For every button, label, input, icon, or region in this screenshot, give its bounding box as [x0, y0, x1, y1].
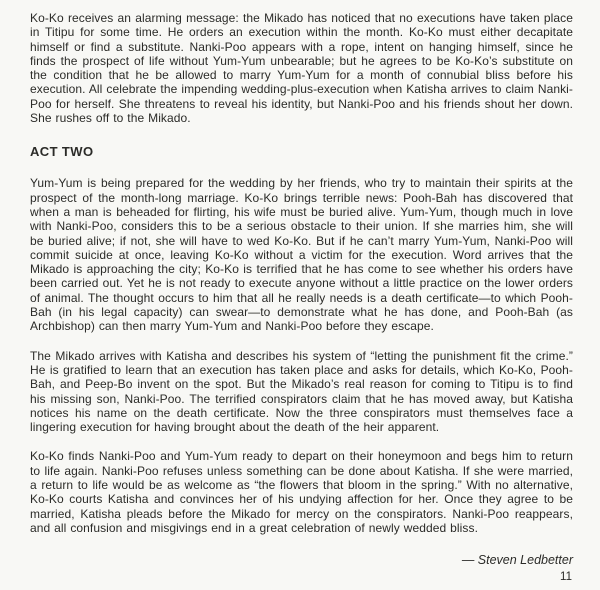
synopsis-paragraph-act-two-2: The Mikado arrives with Katisha and describes his system of “letting the punishment fit the crime.” He is gratified to learn that an execution has taken place and asks for details, which Ko-Ko, Pooh-Bah, and Peep-Bo invent on the spot. But the Mikado’s real reason for coming to Titipu is to find his missing son, Nanki-Poo. The terrified conspirators claim that he has moved away, but Katisha notices his name on the death certificate. Now the three conspirators must themselves face a lingering execution for having brought about the death of the heir apparent.: [30, 348, 573, 435]
author-attribution: — Steven Ledbetter: [461, 553, 573, 568]
page-number: 11: [560, 571, 572, 584]
synopsis-paragraph-act-two-1: Yum-Yum is being prepared for the wedding by her friends, who try to maintain their spirits at the prospect of the month-long marriage. Ko-Ko brings terrible news: Pooh-Bah has discovered that when a man is beheaded for flirting, his wife must be buried alive. Yum-Yum, though much in love with Nanki-Poo, considers this to be a serious obstacle to their union. If she marries him, she will be buried alive; if not, she will have to wed Ko-Ko. But if he can’t marry Yum-Yum, Nanki-Poo will commit suicide at once, leaving Ko-Ko without a victim for the execution. Word arrives that the Mikado is approaching the city; Ko-Ko is terrified that he has come to see whether his orders have been carried out. Yet he is not ready to execute anyone without a little practice on the lower orders of animal. The thought occurs to him that all he really needs is a death certificate—to which Pooh-Bah (in his legal capacity) can swear—to demonstrate what he has done, and Pooh-Bah (as Archbishop) can then marry Yum-Yum and Nanki-Poo before they escape.: [30, 176, 573, 334]
synopsis-paragraph-act-one-conclusion: Ko-Ko receives an alarming message: the Mikado has noticed that no executions have taken place in Titipu for some time. He orders an execution within the month. Ko-Ko must either decapitate himself or find a substitute. Nanki-Poo appears with a rope, intent on hanging himself, since he finds the prospect of life without Yum-Yum unbearable; but he agrees to be Ko-Ko’s substitute on the condition that he be allowed to marry Yum-Yum for a month of connubial bliss before his execution. All celebrate the impending wedding-plus-execution when Katisha arrives to claim Nanki-Poo for herself. She threatens to reveal his identity, but Nanki-Poo and his friends shout her down. She rushes off to the Mikado.: [30, 11, 573, 126]
act-two-heading: ACT TWO: [30, 144, 94, 160]
synopsis-paragraph-act-two-3: Ko-Ko finds Nanki-Poo and Yum-Yum ready to depart on their honeymoon and begs him to return to life again. Nanki-Poo refuses unless something can be done about Katisha. If she were married, a return to life would be as welcome as “the flowers that bloom in the spring.” With no alternative, Ko-Ko courts Katisha and convinces her of his undying affection for her. Once they agree to be married, Katisha pleads before the Mikado for mercy on the conspirators. Nanki-Poo reappears, and all confusion and misgivings end in a great celebration of newly wedded bliss.: [30, 449, 573, 535]
